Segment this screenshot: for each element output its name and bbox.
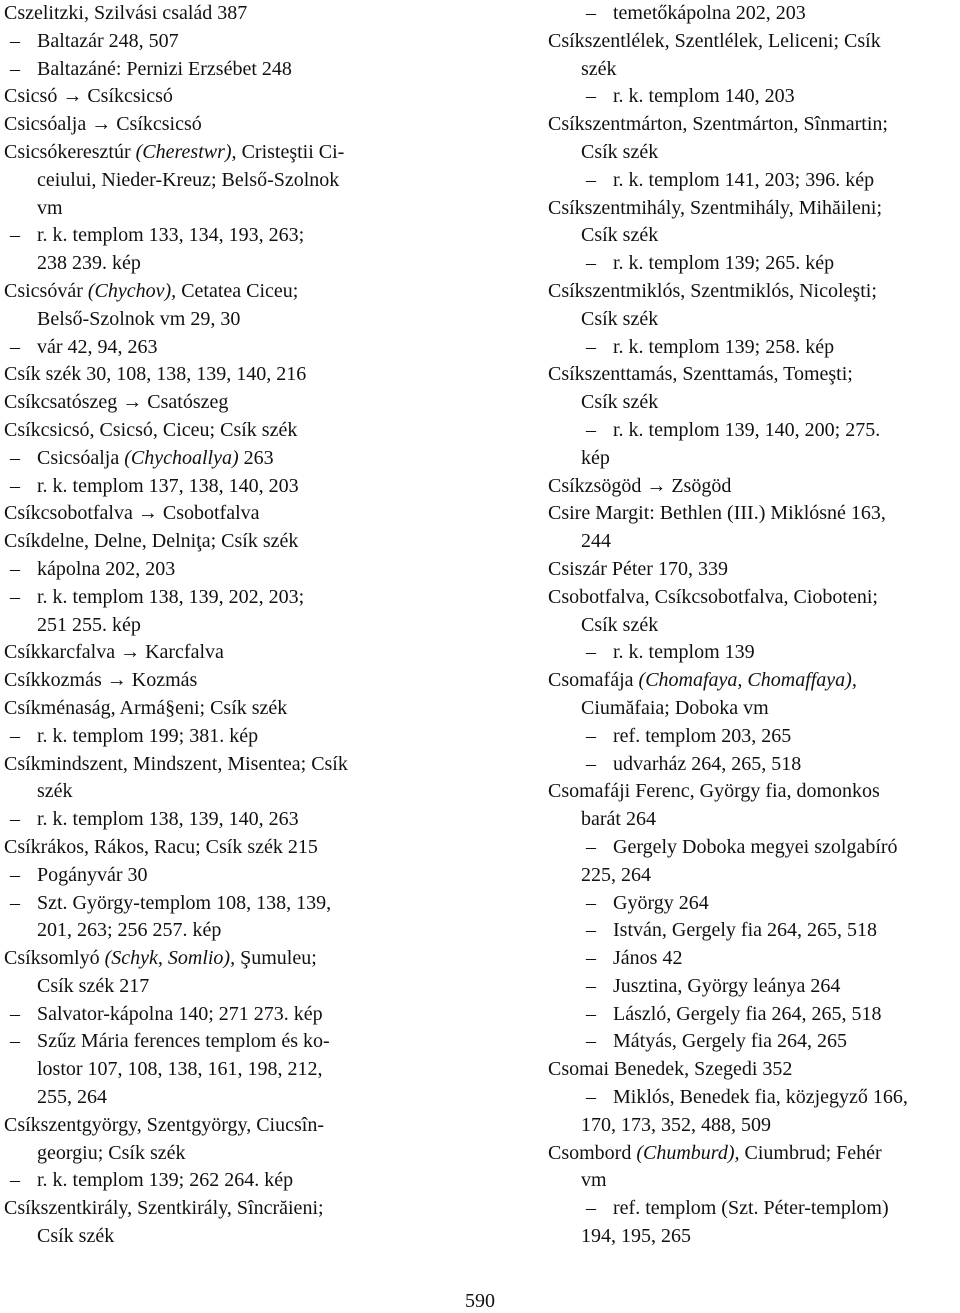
- index-line-text: Baltazár 248, 507: [37, 29, 179, 52]
- index-line: [4, 556, 434, 584]
- index-line: [4, 1167, 434, 1195]
- index-line-text-rest: 263: [238, 446, 274, 469]
- index-line-text: Csík szék: [581, 613, 659, 636]
- index-line: [4, 445, 434, 473]
- index-line-text: barát 264: [581, 808, 656, 831]
- index-line: [548, 1028, 958, 1056]
- index-line: [548, 667, 958, 695]
- index-line-text: Csíkszentlélek, Szentlélek, Leliceni; Csík: [548, 29, 881, 52]
- index-line-text: r. k. templom 139: [613, 641, 755, 664]
- index-line: [4, 361, 434, 389]
- sub-entry-dash: [586, 723, 613, 751]
- sub-entry-dash: [10, 56, 37, 84]
- index-line-text: r. k. templom 139; 262 264. kép: [37, 1169, 294, 1192]
- index-line: [4, 389, 434, 417]
- index-line-text: 255, 264: [37, 1086, 107, 1109]
- sub-entry-dash: [586, 945, 613, 973]
- index-line: [4, 1056, 434, 1084]
- index-line: [4, 945, 434, 973]
- index-line: [548, 389, 958, 417]
- index-line-text: r. k. templom 137, 138, 140, 203: [37, 474, 299, 497]
- index-line: [548, 0, 958, 28]
- sub-entry-dash: [586, 1001, 613, 1029]
- index-line: [4, 584, 434, 612]
- index-line-text: Csík szék: [581, 391, 659, 414]
- index-line: [4, 695, 434, 723]
- index-line-text: Csíksomlyó: [4, 947, 105, 970]
- index-line: [548, 83, 958, 111]
- index-line: [4, 751, 434, 779]
- index-line: [4, 306, 434, 334]
- index-line: [4, 1028, 434, 1056]
- index-line: [548, 973, 958, 1001]
- index-line: [548, 139, 958, 167]
- index-line-text: Csíkszentmárton, Szentmárton, Sînmartin;: [548, 113, 888, 136]
- index-line-text: georgiu; Csík szék: [37, 1141, 186, 1164]
- index-line: [548, 612, 958, 640]
- index-line: [4, 334, 434, 362]
- index-line: [548, 1084, 958, 1112]
- index-line: [4, 806, 434, 834]
- index-line: [548, 945, 958, 973]
- index-line-text: Gergely Doboka megyei szolgabíró: [613, 835, 898, 858]
- index-line: [4, 56, 434, 84]
- index-line-text: Szűz Mária ferences templom és ko-: [37, 1030, 330, 1053]
- index-line-text: Pogányvár 30: [37, 863, 148, 886]
- index-line-text: Salvator-kápolna 140; 271 273. kép: [37, 1002, 323, 1025]
- index-line-text: 238 239. kép: [37, 252, 141, 275]
- index-line: [4, 195, 434, 223]
- index-line-text: r. k. templom 139, 140, 200; 275.: [613, 418, 881, 441]
- index-line: [4, 250, 434, 278]
- index-line-text: vm: [581, 1169, 607, 1192]
- index-line-text: Csombord: [548, 1141, 637, 1164]
- index-line-text: István, Gergely fia 264, 265, 518: [613, 919, 878, 942]
- index-line-text: Csicsókeresztúr: [4, 140, 136, 163]
- index-line-text: r. k. templom 133, 134, 193, 263;: [37, 224, 305, 247]
- page-number: 590: [465, 1290, 495, 1312]
- index-line-text: Csire Margit: Bethlen (III.) Miklósné 163,: [548, 502, 886, 525]
- sub-entry-dash: [586, 890, 613, 918]
- index-line-text: Csíkménaság, Armá§eni; Csík szék: [4, 696, 288, 719]
- sub-entry-dash: [10, 556, 37, 584]
- index-line-text: Mátyás, Gergely fia 264, 265: [613, 1030, 848, 1053]
- index-line: [548, 778, 958, 806]
- index-line-text: Csíkszentmiklós, Szentmiklós, Nicoleşti;: [548, 279, 877, 302]
- index-line: [548, 56, 958, 84]
- index-line-text: Csík szék: [581, 224, 659, 247]
- index-line-text: Csíkcsobotfalva → Csobotfalva: [4, 502, 260, 525]
- sub-entry-dash: [586, 1195, 613, 1223]
- sub-entry-dash: [10, 222, 37, 250]
- index-line-text: temetőkápolna 202, 203: [613, 2, 806, 24]
- index-line-text: Csicsóalja: [37, 446, 125, 469]
- index-line: [548, 639, 958, 667]
- sub-entry-dash: [586, 973, 613, 1001]
- index-line: [548, 417, 958, 445]
- index-line-text: 244: [581, 530, 611, 553]
- sub-entry-dash: [10, 28, 37, 56]
- index-line: [548, 445, 958, 473]
- index-line-text: Csicsóvár: [4, 279, 88, 302]
- index-line: [4, 862, 434, 890]
- index-line-text: János 42: [613, 947, 683, 970]
- index-line: [4, 778, 434, 806]
- index-line-text: Csíkcsicsó, Csicsó, Ciceu; Csík szék: [4, 418, 298, 441]
- index-line: [548, 222, 958, 250]
- index-line: [4, 1195, 434, 1223]
- sub-entry-dash: [10, 1167, 37, 1195]
- index-line-text: Baltazáné: Pernizi Erzsébet 248: [37, 57, 292, 80]
- index-line: [548, 1167, 958, 1195]
- index-line-latin-name: (Chychoallya): [124, 446, 239, 469]
- index-line: [548, 306, 958, 334]
- index-line: [548, 278, 958, 306]
- sub-entry-dash: [586, 250, 613, 278]
- index-line: [548, 917, 958, 945]
- index-line-text: Csíkszenttamás, Szenttamás, Tomeşti;: [548, 363, 853, 386]
- index-line-text-rest: Cristeştii Ci-: [236, 140, 345, 163]
- index-line-latin-name: (Chychov),: [87, 279, 177, 302]
- index-line: [4, 667, 434, 695]
- sub-entry-dash: [586, 167, 613, 195]
- index-line-text: Csíkkarcfalva → Karcfalva: [4, 641, 224, 664]
- index-line: [4, 111, 434, 139]
- index-line-latin-name: (Schyk, Somlio),: [104, 947, 236, 970]
- sub-entry-dash: [586, 917, 613, 945]
- index-line-text: r. k. templom 140, 203: [613, 85, 795, 108]
- sub-entry-dash: [586, 834, 613, 862]
- index-line: [4, 417, 434, 445]
- index-line: [4, 222, 434, 250]
- index-line: [4, 1001, 434, 1029]
- index-line-text: 225, 264: [581, 863, 651, 886]
- index-line-text: Jusztina, György leánya 264: [613, 974, 841, 997]
- index-line-text: Csicsó → Csíkcsicsó: [4, 85, 173, 108]
- index-line-text: ceiului, Nieder-Kreuz; Belső-Szolnok: [37, 168, 340, 191]
- index-line-text: Csíkdelne, Delne, Delniţa; Csík szék: [4, 530, 299, 553]
- sub-entry-dash: [10, 1001, 37, 1029]
- index-line: [548, 723, 958, 751]
- index-line-text: Miklós, Benedek fia, közjegyző 166,: [613, 1086, 908, 1109]
- index-line-text: r. k. templom 138, 139, 202, 203;: [37, 585, 305, 608]
- sub-entry-dash: [10, 473, 37, 501]
- index-line-text: Ciumăfaia; Doboka vm: [581, 696, 769, 719]
- sub-entry-dash: [10, 890, 37, 918]
- index-line: [4, 834, 434, 862]
- index-line: [548, 195, 958, 223]
- index-line: [4, 28, 434, 56]
- index-line-text: Csíkkozmás → Kozmás: [4, 669, 198, 692]
- index-line: [548, 361, 958, 389]
- index-line-text: Belső-Szolnok vm 29, 30: [37, 307, 241, 330]
- index-line: [4, 0, 434, 28]
- index-line: [548, 556, 958, 584]
- index-line-text: 170, 173, 352, 488, 509: [581, 1113, 771, 1136]
- index-line: [548, 890, 958, 918]
- sub-entry-dash: [586, 83, 613, 111]
- index-line: [4, 973, 434, 1001]
- index-line-text: Csíkcsatószeg → Csatószeg: [4, 391, 229, 414]
- sub-entry-dash: [586, 0, 613, 28]
- sub-entry-dash: [586, 334, 613, 362]
- index-line: [548, 834, 958, 862]
- index-line: [548, 250, 958, 278]
- index-line: [4, 473, 434, 501]
- index-line-text: Csomafája: [548, 669, 639, 692]
- index-line-text: Csomai Benedek, Szegedi 352: [548, 1058, 793, 1081]
- sub-entry-dash: [586, 417, 613, 445]
- index-line-text: vár 42, 94, 263: [37, 335, 158, 358]
- sub-entry-dash: [10, 1028, 37, 1056]
- index-line-text: r. k. templom 139; 258. kép: [613, 335, 835, 358]
- index-line-text: szék: [581, 57, 617, 80]
- index-line: [4, 167, 434, 195]
- index-line-text: Csík szék 217: [37, 974, 150, 997]
- index-line: [548, 1195, 958, 1223]
- index-line-text: ref. templom (Szt. Péter-templom): [613, 1197, 889, 1220]
- index-line-text: Csíkrákos, Rákos, Racu; Csík szék 215: [4, 835, 318, 858]
- index-line-latin-name: (Cherestwr),: [135, 140, 237, 163]
- index-line: [548, 751, 958, 779]
- index-line-text: Csík szék: [581, 307, 659, 330]
- index-line: [548, 500, 958, 528]
- index-line-text: Csiszár Péter 170, 339: [548, 557, 728, 580]
- index-line-text-rest: Şumuleu;: [235, 947, 317, 970]
- sub-entry-dash: [586, 1084, 613, 1112]
- index-line: [4, 1140, 434, 1168]
- index-line-text: ref. templom 203, 265: [613, 724, 792, 747]
- index-line: [548, 28, 958, 56]
- index-line-text: 251 255. kép: [37, 613, 141, 636]
- sub-entry-dash: [10, 806, 37, 834]
- index-line-text: Csobotfalva, Csíkcsobotfalva, Cioboteni;: [548, 585, 878, 608]
- index-line-text: Csíkzsögöd → Zsögöd: [548, 474, 732, 497]
- index-line-text: 201, 263; 256 257. kép: [37, 919, 222, 942]
- index-line-latin-name: (Chumburd),: [636, 1141, 740, 1164]
- index-line-text: László, Gergely fia 264, 265, 518: [613, 1002, 882, 1025]
- index-line-text-rest: Cetatea Ciceu;: [176, 279, 299, 302]
- index-line: [4, 500, 434, 528]
- index-line-text: lostor 107, 108, 138, 161, 198, 212,: [37, 1058, 323, 1081]
- index-line: [4, 639, 434, 667]
- index-line-text: György 264: [613, 891, 709, 914]
- index-line: [548, 584, 958, 612]
- index-line: [548, 1001, 958, 1029]
- sub-entry-dash: [10, 584, 37, 612]
- index-line-text: Csomafáji Ferenc, György fia, domonkos: [548, 780, 880, 803]
- sub-entry-dash: [586, 639, 613, 667]
- index-line-text: kápolna 202, 203: [37, 557, 176, 580]
- index-line: [4, 139, 434, 167]
- index-line: [548, 1223, 958, 1251]
- index-line: [4, 1084, 434, 1112]
- index-line: [548, 473, 958, 501]
- index-line-text: Csíkmindszent, Mindszent, Misentea; Csík: [4, 752, 348, 775]
- index-line: [548, 528, 958, 556]
- index-line-text: Csík szék: [581, 140, 659, 163]
- index-line-text: Csicsóalja → Csíkcsicsó: [4, 113, 202, 136]
- index-line: [548, 695, 958, 723]
- index-line-text: Cszelitzki, Szilvási család 387: [4, 2, 248, 24]
- sub-entry-dash: [10, 723, 37, 751]
- index-line-text: r. k. templom 138, 139, 140, 263: [37, 808, 299, 831]
- index-line-text: Csík szék: [37, 1225, 115, 1248]
- index-line: [4, 278, 434, 306]
- sub-entry-dash: [586, 751, 613, 779]
- index-line-text: r. k. templom 139; 265. kép: [613, 252, 835, 275]
- index-line-text: kép: [581, 446, 610, 469]
- sub-entry-dash: [586, 1028, 613, 1056]
- index-line: [548, 1112, 958, 1140]
- index-line: [548, 806, 958, 834]
- index-line-text-rest: Ciumbrud; Fehér: [739, 1141, 882, 1164]
- index-line-text: Csíkszentgyörgy, Szentgyörgy, Ciucsîn-: [4, 1113, 324, 1136]
- index-line: [548, 111, 958, 139]
- index-line-latin-name: (Chomafaya, Chomaffaya),: [638, 669, 857, 692]
- index-line-text: szék: [37, 780, 73, 803]
- index-line-text: r. k. templom 141, 203; 396. kép: [613, 168, 875, 191]
- index-line: [548, 334, 958, 362]
- index-line: [4, 723, 434, 751]
- index-line: [4, 1112, 434, 1140]
- sub-entry-dash: [10, 334, 37, 362]
- index-line-text: Csík szék 30, 108, 138, 139, 140, 216: [4, 363, 307, 386]
- index-line: [4, 1223, 434, 1251]
- index-line-text: Csíkszentkirály, Szentkirály, Sîncrăieni;: [4, 1197, 324, 1220]
- index-line: [548, 1140, 958, 1168]
- right-index-column: [548, 0, 958, 1251]
- index-line: [4, 612, 434, 640]
- sub-entry-dash: [10, 445, 37, 473]
- index-line: [4, 890, 434, 918]
- index-line: [4, 83, 434, 111]
- index-line: [548, 167, 958, 195]
- left-index-column: [4, 0, 434, 1251]
- index-line-text: udvarház 264, 265, 518: [613, 752, 802, 775]
- index-line-text: Csíkszentmihály, Szentmihály, Mihăileni;: [548, 196, 883, 219]
- index-line-text: Szt. György-templom 108, 138, 139,: [37, 891, 332, 914]
- index-line: [4, 917, 434, 945]
- index-line-text: 194, 195, 265: [581, 1225, 691, 1248]
- sub-entry-dash: [10, 862, 37, 890]
- index-line: [548, 1056, 958, 1084]
- index-line-text: vm: [37, 196, 63, 219]
- index-line: [4, 528, 434, 556]
- index-line: [548, 862, 958, 890]
- index-line-text: r. k. templom 199; 381. kép: [37, 724, 259, 747]
